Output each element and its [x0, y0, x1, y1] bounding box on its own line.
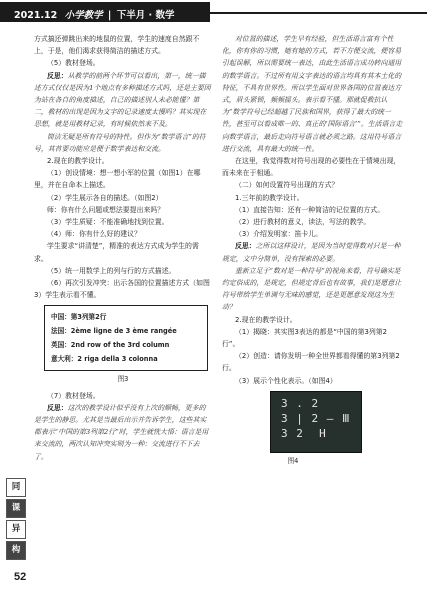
paragraph: （4）师：你有什么好的建议？: [47, 230, 141, 239]
paragraph: 1.三年前的教学设计。: [235, 193, 304, 202]
figure-3-box: [44, 305, 208, 371]
paragraph: 2.现在的教学设计。: [235, 315, 297, 324]
side-tab: 同: [6, 478, 26, 497]
page-number: 52: [14, 571, 27, 583]
reflection-text: 这次的教学设计似乎没有上次的顺畅，更多的是学生的静思。尤其是当最后出示并告诉学生，这些其实都表示“中国的第3列第2行”时，学生就恍大悟：语言是用来交流的，两次认知冲突实则为一种：交流进行不下去了。: [34, 403, 209, 461]
header-subject: 数学: [155, 10, 175, 21]
header-dot: ·: [148, 10, 153, 21]
paragraph: 学生要求“讲清楚”，精准的表达方式成为学生的需求。: [34, 242, 199, 263]
header-edition: 下半月: [116, 10, 146, 21]
paragraph: （1）揭晓：其实图3表达的都是“中国的第3列第2行”。: [222, 327, 388, 349]
chalk-line: 3 . 2: [281, 396, 320, 410]
reflection-label: 反思：: [47, 403, 68, 412]
header-band: [0, 2, 210, 22]
paragraph: （1）创设情境：想一想小军的位置（如图1）在哪里，并在自命本上描述。: [34, 169, 201, 190]
side-tab: 课: [6, 499, 26, 518]
position-text: 第3列第2行: [70, 313, 107, 322]
paragraph: （2）创造：请你发明一种全世界都看得懂的第3列第2行。: [222, 352, 400, 373]
chalk-writing: [281, 396, 351, 441]
paragraph: （5）统一用数学上的列与行的方式描述。: [47, 266, 176, 275]
paragraph: 对位置的描述，学生早有经验，但生活语言富有个性化，你有你的习惯，她有她的方式，若不方便交流，便容易引起误解，所以需要统一表达，由此生活语言成功转向通用的数学语言。不过所有用文字表达的语言均具有其本土化的特征，不具有世界性。所以学生面对世界各国的位置表达方式，眉头紧锁，频频摇头。表示看不懂。那就促教抗认为“数学符号已经超越了民族和国界，获得了最大的统一性，甚至可以看成唯一的、真正的‘国际语言’”。生活语言走向数学语言，最后走向符号语言就必须之路。这用符号语言进行交流，具有最大的统一性。: [222, 35, 403, 153]
paragraph: （3）学生质疑：不能准确地找到位置。: [47, 218, 169, 227]
paragraph: 简洁无疑是所有符号的特性。但作为“数学语言”的符号，其首要功能应是便于数学表达和交流。: [34, 132, 206, 153]
header-magazine: 小学教学: [64, 10, 103, 21]
paragraph: 2.现在的教学设计。: [47, 157, 109, 166]
position-text: 2nd row of the 3rd column: [70, 341, 170, 350]
paragraph: 在这里，我觉得数对符号出现的必要性在于情境出现，而未来在于相通。: [222, 157, 401, 178]
side-tab: 构: [6, 541, 26, 560]
figure-4-photo: [270, 391, 362, 453]
section-heading: （二）如何设置符号出现的方式？: [235, 181, 339, 190]
reflection-label: 反思：: [47, 71, 68, 80]
header-rule: [210, 12, 427, 14]
figure-3-row: [51, 338, 201, 352]
figure-3-caption: 图3: [117, 375, 129, 384]
chalk-line: 3 | 2 — Ⅲ: [281, 411, 351, 425]
paragraph: [34, 70, 212, 131]
figure-4-caption: 图4: [287, 456, 299, 465]
header-date: 2021.12: [14, 10, 58, 21]
paragraph: 师：你有什么问题或想法要提出来吗？: [47, 205, 165, 214]
paragraph: （7）教材登场。: [47, 391, 100, 400]
paragraph: 方式搞还弹跳出来的地鼠的位置，学生的速度自然跟不上，于是，他们渴求获得简洁的描述方式。: [34, 35, 200, 56]
position-text: 2ème ligne de 3 ème rangée: [70, 327, 177, 336]
paragraph: （1）直接告知：还有一种简洁的记位置的方式。: [235, 205, 385, 214]
paragraph: （3）展示个性化表示。（如图4）: [235, 376, 337, 385]
position-text: 2 riga della 3 colonna: [77, 355, 158, 364]
paragraph: （2）进行教材的意义，读法，写法的教学。: [235, 218, 371, 227]
paragraph: （3）介绍发明家：笛卡儿。: [235, 230, 323, 239]
country-label: 中国：: [51, 313, 71, 322]
reflection-text: 从教学的前两个环节可以看出，第一，统一描述方式仅仅是因为1个地点有多种描述方式吗，还是主要因为站在各自的角度描述，自己的描述别人未必能懂？第二，教材的出现是因为文字的记录速度太慢吗？其实现在思想，就是用教材记录，有时候依然来不及。: [34, 71, 211, 129]
side-tabs: [6, 478, 26, 562]
right-column: [222, 33, 404, 471]
left-column: [34, 33, 212, 463]
country-label: 法国：: [51, 327, 71, 336]
reflection-label: 反思：: [235, 242, 256, 251]
chalk-line: 3 2 H: [281, 426, 327, 440]
page-header: [0, 0, 427, 24]
paragraph: 重新立足于“数对是一种符号”的视角来看，符号确实是约定俗成的，是规定，但规定背后也有故事，我们是愿意让符号带给学生单调与无味的感觉，还是更愿意发现这为生动？: [222, 266, 402, 312]
figure-3-row: [51, 352, 201, 366]
paragraph: [34, 402, 212, 463]
country-label: 英国：: [51, 341, 71, 350]
country-label: 意大利：: [51, 355, 78, 364]
header-separator-bar: |: [107, 10, 112, 21]
figure-3-row: [51, 324, 201, 338]
paragraph: （6）再次引发冲突：出示各国的位置描述方式（如图3）学生表示看不懂。: [34, 279, 210, 300]
header-text: [14, 7, 174, 21]
side-tab: 异: [6, 520, 26, 539]
figure-3-row: [51, 310, 201, 324]
paragraph: （2）学生展示各自的描述。（如图2）: [47, 193, 163, 202]
reflection-text: 之所以这样设计，是因为当时觉得数对只是一种规定，文中分简单，没有探索的必要。: [222, 242, 401, 263]
paragraph: （5）教材登场。: [47, 59, 100, 68]
paragraph: [222, 240, 404, 264]
